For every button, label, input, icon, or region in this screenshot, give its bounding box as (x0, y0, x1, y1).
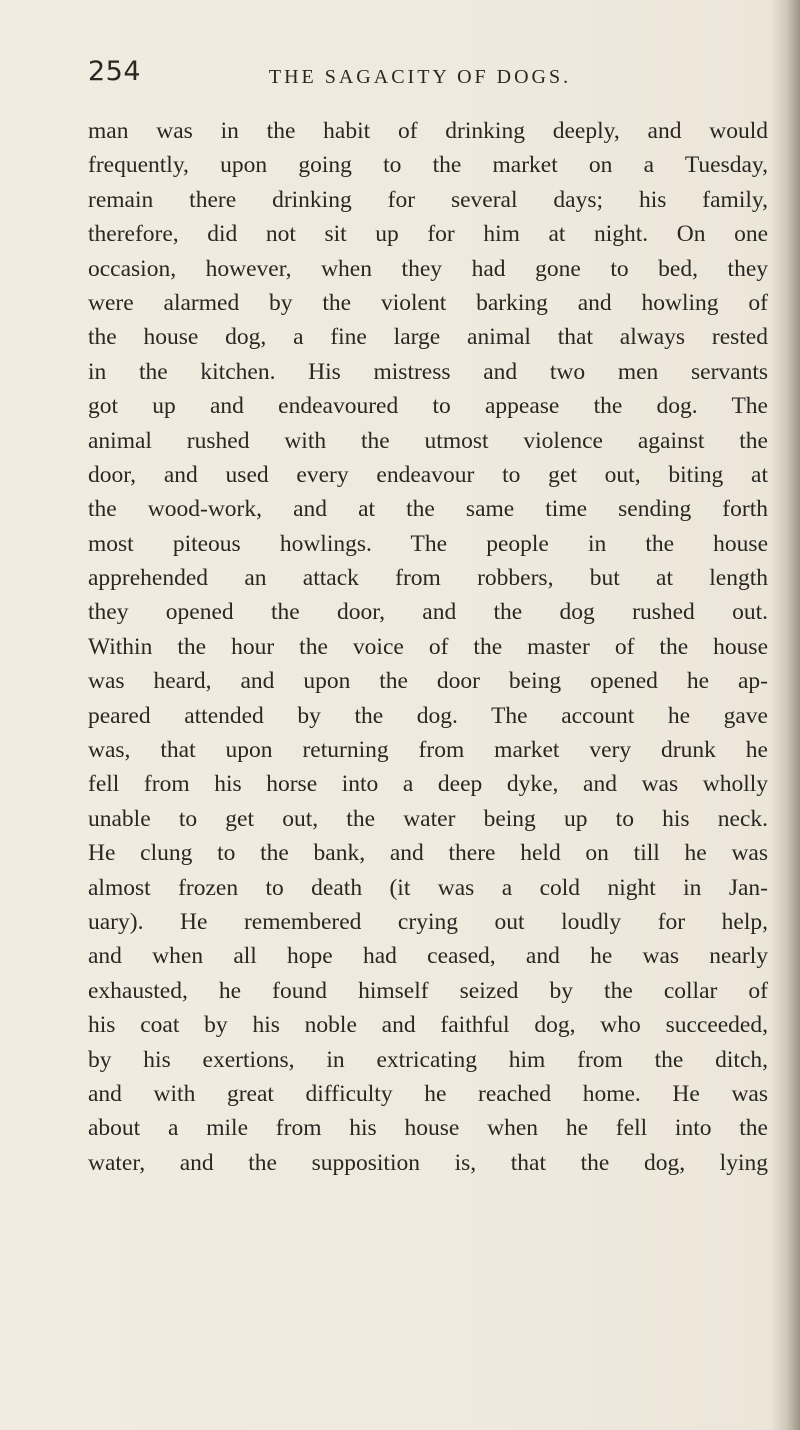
text-line: and when all hope had ceased, and he was nearly (88, 943, 768, 970)
text-line: his coat by his noble and faithful dog, who succeeded, (88, 1012, 768, 1039)
text-line: occasion, however, when they had gone to bed, they (88, 255, 768, 282)
text-line: exhausted, he found himself seized by the collar of (88, 977, 768, 1004)
text-line: therefore, did not sit up for him at night. On one (88, 221, 768, 248)
text-line: door, and used every endeavour to get out, biting at (88, 461, 768, 488)
text-line: fell from his horse into a deep dyke, and was wholly (88, 771, 768, 798)
text-line: got up and endeavoured to appease the dog. The (88, 393, 768, 420)
text-line: about a mile from his house when he fell into the (88, 1115, 768, 1142)
text-line: remain there drinking for several days; his family, (88, 186, 768, 213)
text-line: by his exertions, in extricating him from the ditch, (88, 1046, 768, 1073)
text-line: animal rushed with the utmost violence against the (88, 427, 768, 454)
text-line: most piteous howlings. The people in the house (88, 530, 768, 557)
text-line: they opened the door, and the dog rushed out. (88, 599, 768, 626)
text-line: was heard, and upon the door being opened he ap- (88, 668, 768, 695)
text-line: and with great difficulty he reached home. He was (88, 1080, 768, 1107)
running-title: THE SAGACITY OF DOGS. (268, 66, 572, 88)
body-text (88, 114, 768, 1180)
text-line: apprehended an attack from robbers, but at length (88, 565, 768, 592)
text-line: uary). He remembered crying out loudly for help, (88, 908, 768, 935)
text-line: the house dog, a fine large animal that always rested (88, 324, 768, 351)
text-line: man was in the habit of drinking deeply, and would (88, 118, 768, 144)
text-line: were alarmed by the violent barking and howling of (88, 289, 768, 316)
text-line: frequently, upon going to the market on a Tuesday, (88, 152, 768, 179)
text-line: in the kitchen. His mistress and two men servants (88, 358, 768, 385)
text-line: was, that upon returning from market very drunk he (88, 737, 768, 764)
binding-shadow (770, 0, 800, 1430)
text-line: He clung to the bank, and there held on till he was (88, 840, 768, 867)
text-line: unable to get out, the water being up to his neck. (88, 805, 768, 832)
text-line: water, and the supposition is, that the dog, lying (88, 1149, 768, 1176)
text-line: peared attended by the dog. The account he gave (88, 702, 768, 729)
text-line: the wood-work, and at the same time sending forth (88, 496, 768, 523)
text-line: almost frozen to death (it was a cold night in Jan- (88, 874, 768, 901)
page-number: 254 (88, 56, 142, 87)
text-line: Within the hour the voice of the master of the house (88, 633, 768, 660)
